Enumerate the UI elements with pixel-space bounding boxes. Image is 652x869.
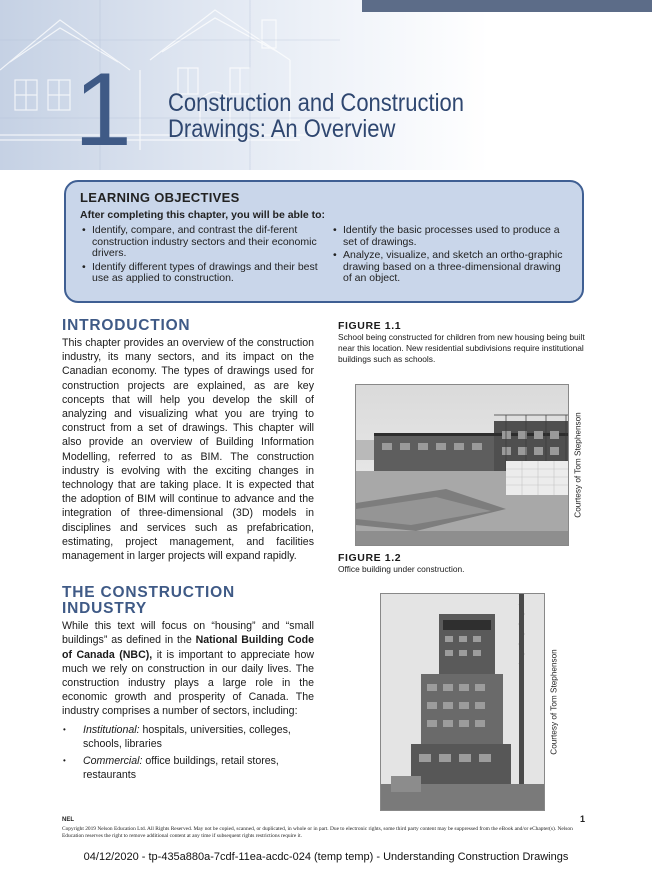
chapter-title-line-2: Drawings: An Overview [168,115,396,143]
learning-objectives-heading: LEARNING OBJECTIVES [80,190,240,205]
office-building-construction-photo [380,593,545,811]
figure-1-2-caption-block [338,552,593,575]
introduction-heading: INTRODUCTION [62,317,191,334]
top-accent-bar [362,0,652,12]
chapter-number: 1 [74,52,130,168]
learning-objectives-right-column [325,225,570,287]
objective-item: • Identify, compare, and contrast the dif-ferent construction industry sectors and their economic drivers. [80,225,325,260]
figure-1-1-credit [572,384,584,546]
figure-1-1-caption-block [338,320,593,364]
sector-description: hospitals, universities, colleges, schools, libraries [83,723,291,750]
construction-industry-paragraph [62,619,314,718]
construction-industry-heading [62,585,314,617]
page-number: 1 [580,814,586,824]
left-text-column [62,318,314,785]
school-construction-photo [355,384,569,546]
figure-1-1-credit-text: Courtesy of Tom Stephenson [573,412,583,518]
industry-text-start: While this text will focus on “housing” and “small buildings” as defined in the [62,620,314,647]
copyright-notice: Copyright 2019 Nelson Education Ltd. All Rights Reserved. May not be copied, scanned, or duplicated, in whole or in part. Due to electronic rights, some third party content may be suppressed from the eBook and/or eChapter(s). Nelson Education reserves the right to remove additional content at any time if subsequent rights restrictions require it. [62,826,573,839]
sector-description: office buildings, retail stores, restaurants [83,755,279,782]
construction-industry-heading-line-1: THE CONSTRUCTION [62,584,235,602]
publisher-mark: NEL [62,817,74,823]
learning-objectives-columns [80,225,570,287]
nbc-reference: National Building Code of Canada (NBC), [62,634,314,661]
sector-item-institutional [62,723,314,751]
figure-1-2-label: FIGURE 1.2 [338,552,402,564]
learning-objectives-left-column [80,225,325,287]
figure-1-2-credit-text: Courtesy of Tom Stephenson [549,649,559,755]
learning-objectives-intro: After completing this chapter, you will be able to: [80,209,326,221]
learning-objectives-box [64,180,584,303]
objective-item: • Identify the basic processes used to produce a set of drawings. [331,225,570,248]
figure-1-2-caption: Office building under construction. [338,564,465,574]
industry-text-end: it is important to appreciate how much we rely on construction in our daily lives. The construction industry plays a large role in the economic growth and prosperity of Canada. The industry comprises a number of sectors, including: [62,648,314,718]
figure-1-1-label: FIGURE 1.1 [338,320,402,332]
download-stamp: 04/12/2020 - tp-435a880a-7cdf-11ea-acdc-024 (temp temp) - Understanding Construction Drawings [83,851,569,863]
figure-1-2-credit [548,593,560,811]
sector-item-commercial [62,754,314,782]
sector-term: Institutional: [83,723,140,736]
introduction-paragraph: This chapter provides an overview of the construction industry, its many sectors, and its impact on the Canadian economy. The types of drawings used for construction projects are explained, as are key concepts that will help you develop the skill of analyzing and visualizing what you are trying to construct from a set of drawings. This chapter will also provide an overview of Building Information Modelling, referred to as BIM. The construction industry is evolving with the exciting changes in technology that are taking place. It is expected that the adoption of BIM will continue to advance and the integration of three-dimensional (3D) models in disciplines and services such as prefabrication, estimating, project management, and facilities management in larger projects will expand rapidly. [62,337,314,563]
chapter-title [168,90,520,142]
sector-list [62,723,314,783]
chapter-title-line-1: Construction and Construction [168,89,464,117]
sector-term: Commercial: [83,755,143,768]
construction-industry-heading-line-2: INDUSTRY [62,600,148,618]
objective-item: • Analyze, visualize, and sketch an ortho-graphic drawing based on a three-dimensional drawing of an object. [331,250,570,285]
figure-1-1-caption: School being constructed for children from new housing being built near this location. New residential subdivisions require institutional buildings such as schools. [338,332,585,364]
objective-item: • Identify different types of drawings and their best use as applied to construction. [80,262,325,285]
